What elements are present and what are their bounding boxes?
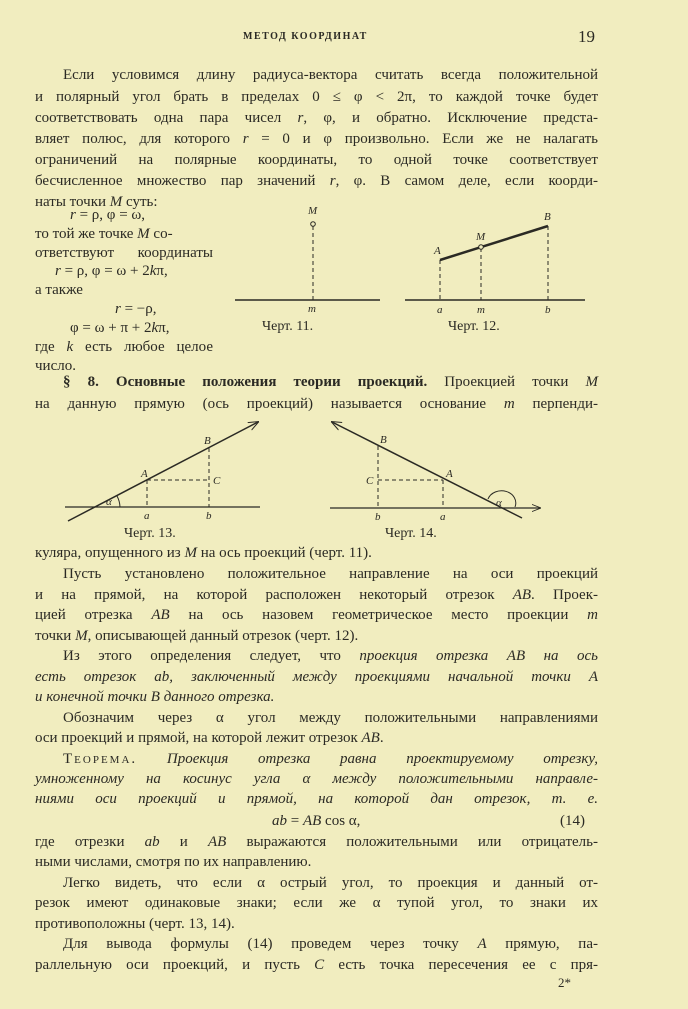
label-A: A xyxy=(446,468,453,480)
text-run: резок имеют одинаковые знаки; если же α тупой угол, то знаки их xyxy=(35,895,598,911)
text-run: перпенди- xyxy=(514,396,598,412)
p2-line xyxy=(35,853,598,871)
italic-text: M xyxy=(585,374,598,390)
left-line xyxy=(35,281,213,299)
label-B: B xyxy=(380,434,387,446)
text-run: cos α, xyxy=(321,813,361,829)
italic-text: r xyxy=(115,301,121,317)
p2-line xyxy=(35,770,598,788)
italic-text: M xyxy=(109,194,123,210)
text-run: = ρ, φ = ω, xyxy=(75,207,146,223)
text-run: . xyxy=(379,730,384,746)
italic-text: r xyxy=(70,207,76,223)
p2-line xyxy=(63,709,598,727)
text-run: = ρ, φ = ω + 2 xyxy=(60,263,150,279)
angle-arc xyxy=(488,491,516,507)
p2-line xyxy=(35,915,598,933)
p2-line xyxy=(272,812,360,830)
text-run: π, xyxy=(156,263,168,279)
text-run: бесчисленное множество пар значений xyxy=(35,173,330,189)
italic-text: r xyxy=(329,173,336,189)
label-B: B xyxy=(204,435,211,447)
left-line xyxy=(115,300,157,318)
italic-text: r xyxy=(297,110,304,126)
italic-text: AB xyxy=(302,813,322,829)
point-M xyxy=(479,245,484,250)
label-A: A xyxy=(434,245,441,257)
text-run: прямую, па- xyxy=(486,936,598,952)
text-run: Обозначим через α угол между положительными направлениями xyxy=(63,710,598,726)
section-heading: § 8. Основные положения теории проекций. xyxy=(63,374,428,390)
text-run: Пусть установлено положительное направление на оси проекций xyxy=(63,566,598,582)
caption-fig-12: Черт. 12. xyxy=(448,319,500,334)
text-run: Если условимся длину радиуса-вектора считать всегда положительной xyxy=(63,67,598,83)
caption-fig-11: Черт. 11. xyxy=(262,319,314,334)
p2-line xyxy=(35,606,598,624)
label-a: a xyxy=(440,511,446,523)
italic-text: AB xyxy=(512,587,532,603)
italic-text: ab xyxy=(144,834,160,850)
directed-line xyxy=(68,422,258,521)
text-run: цией отрезка xyxy=(35,607,152,623)
text-run: ными числами, смотря по их направлению. xyxy=(35,854,312,870)
angle-arc xyxy=(117,496,120,507)
text-run: где xyxy=(35,339,67,355)
italic-text: умноженному на косинус угла α между положительными направле- xyxy=(35,771,598,787)
italic-text: M xyxy=(137,226,150,242)
text-run: точки xyxy=(35,628,76,644)
p1-line xyxy=(35,172,598,190)
text-run: ограничений на полярные координаты, то одной точке соответствует xyxy=(35,152,598,168)
p2-line xyxy=(35,833,598,851)
text-run: есть любое целое xyxy=(73,339,213,355)
text-run: Легко видеть, что если α острый угол, то проекция и данный от- xyxy=(63,875,598,891)
text-run: = 0 и φ произвольно. Если же не налагать xyxy=(248,131,598,147)
label-M: M xyxy=(476,231,486,243)
text-run: π, xyxy=(158,320,170,336)
text-run: на данную прямую (ось проекций) называется основание xyxy=(35,396,504,412)
figure-13 xyxy=(65,422,260,541)
signature-mark: 2* xyxy=(558,975,571,990)
label-b: b xyxy=(545,304,551,316)
left-line xyxy=(35,338,213,356)
italic-text: AB xyxy=(207,834,227,850)
text-run: Для вывода формулы (14) проведем через точку xyxy=(63,936,478,952)
text-run: суть: xyxy=(122,194,158,210)
p2-line xyxy=(63,935,598,953)
point-M xyxy=(311,222,316,227)
caption-fig-14: Черт. 14. xyxy=(385,526,437,541)
label-a: a xyxy=(144,510,150,522)
text-run: . Проек- xyxy=(531,587,598,603)
p2-line xyxy=(35,894,598,912)
text-run: то той же точке xyxy=(35,226,138,242)
text-run: Проекцией точки xyxy=(427,374,586,390)
italic-text: m xyxy=(503,396,515,412)
text-run: φ = ω + π + 2 xyxy=(70,320,152,336)
label-A: A xyxy=(141,468,148,480)
label-C: C xyxy=(213,475,221,487)
p2-line xyxy=(63,874,598,892)
italic-text: AB xyxy=(361,730,380,746)
italic-text: m xyxy=(587,607,599,623)
p1-line xyxy=(35,151,598,169)
text-run: и на прямой, на которой расположен некоторый отрезок xyxy=(35,587,513,603)
left-line xyxy=(70,206,145,224)
text-run: , φ, и обратно. Исключение предста- xyxy=(303,110,598,126)
p2-line xyxy=(63,647,598,665)
p1-line xyxy=(35,130,598,148)
text-run: вляет полюс, для которого xyxy=(35,131,243,147)
italic-text: C xyxy=(314,957,325,973)
directed-line xyxy=(332,422,522,518)
text-run: , φ. В самом деле, если коорди- xyxy=(335,173,598,189)
text-run: Из этого определения следует, что xyxy=(63,648,360,664)
text-run: со- xyxy=(149,226,173,242)
text-run: = −ρ, xyxy=(120,301,157,317)
italic-text: и конечной точки B данного отрезка. xyxy=(35,689,275,705)
text-run: оси проекций и прямой, на которой лежит отрезок xyxy=(35,730,362,746)
italic-text: AB xyxy=(151,607,170,623)
p2-line xyxy=(63,750,598,768)
page-number: 19 xyxy=(578,27,595,46)
text-run: число. xyxy=(35,358,76,374)
italic-text: k xyxy=(66,339,74,355)
label-m: m xyxy=(477,304,485,316)
text-run: раллельную оси проекций, и пусть xyxy=(35,957,315,973)
running-title: МЕТОД КООРДИНАТ xyxy=(243,31,368,42)
label-B: B xyxy=(544,211,551,223)
text-run: и xyxy=(159,834,208,850)
text-run: и полярный угол брать в пределах 0 ≤ φ < 2π, то каждой точке будет xyxy=(35,89,598,105)
label-b: b xyxy=(206,510,212,522)
text-run: куляра, опущенного из xyxy=(35,545,185,561)
text-run: выражаются положительными или отрицатель- xyxy=(226,834,598,850)
text-run: соответствовать одна пара чисел xyxy=(35,110,298,126)
text-run: есть точка пересечения ее с пря- xyxy=(324,957,598,973)
label-alpha: α xyxy=(496,497,502,509)
italic-text: k xyxy=(151,320,159,336)
p2-line xyxy=(35,956,598,974)
text-run: где отрезки xyxy=(35,834,145,850)
caption-fig-13: Черт. 13. xyxy=(124,526,176,541)
equation-number: (14) xyxy=(560,813,585,829)
p2-line xyxy=(35,790,598,808)
label-b: b xyxy=(375,511,381,523)
text-run: а также xyxy=(35,282,83,298)
text-run xyxy=(137,751,167,767)
sec8-line xyxy=(63,373,598,391)
text-run: противоположны (черт. 13, 14). xyxy=(35,916,235,932)
p1-line xyxy=(63,66,598,84)
p1-line xyxy=(35,109,598,127)
figure-12 xyxy=(405,211,585,334)
italic-text: M xyxy=(75,628,88,644)
italic-text: r xyxy=(242,131,249,147)
italic-text: ab xyxy=(272,813,287,829)
italic-text: ниями оси проекций и прямой, на которой дан отрезок, т. е. xyxy=(35,791,598,807)
p2-line xyxy=(35,544,598,562)
italic-text: k xyxy=(149,263,157,279)
label-a: a xyxy=(437,304,443,316)
p2-line xyxy=(35,668,598,686)
italic-text: A xyxy=(477,936,487,952)
italic-text: проекция отрезка AB на ось xyxy=(359,648,598,664)
figure-11 xyxy=(235,205,380,334)
left-line xyxy=(35,225,213,243)
label-C: C xyxy=(366,475,374,487)
text-run: на ось проекций (черт. 11). xyxy=(196,545,372,561)
italic-text: Проекция отрезка равна проектируемому отрезку, xyxy=(166,751,599,767)
text-run: ответствуют координаты xyxy=(35,245,213,261)
theorem-label: Теорема. xyxy=(63,751,138,767)
p2-line xyxy=(35,688,598,706)
p1-line xyxy=(35,88,598,106)
figure-14 xyxy=(330,422,540,541)
italic-text: есть отрезок ab, заключенный между проекциями начальной точки A xyxy=(35,669,598,685)
italic-text: r xyxy=(55,263,61,279)
p2-line xyxy=(35,729,598,747)
label-m: m xyxy=(308,303,316,315)
text-run: = xyxy=(287,813,303,829)
label-alpha: α xyxy=(106,496,112,508)
left-line xyxy=(35,244,213,262)
text-run: на ось назовем геометрическое место проекции xyxy=(169,607,588,623)
p2-line xyxy=(35,627,598,645)
left-line xyxy=(70,319,169,337)
left-line xyxy=(55,262,168,280)
segment-AB xyxy=(440,226,548,260)
p2-line xyxy=(63,565,598,583)
p2-line xyxy=(35,586,598,604)
sec8-line xyxy=(35,395,598,413)
label-M: M xyxy=(308,205,318,217)
text-run: , описывающей данный отрезок (черт. 12). xyxy=(87,628,359,644)
italic-text: M xyxy=(184,545,197,561)
text-run: наты точки xyxy=(35,194,110,210)
